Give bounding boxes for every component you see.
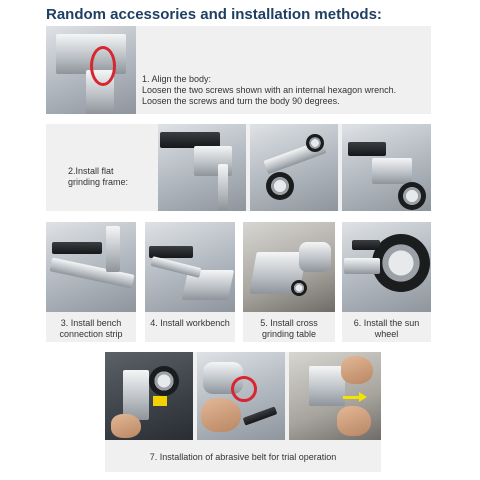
step-5-caption bbox=[243, 318, 335, 340]
step-2-photo-3 bbox=[342, 124, 431, 211]
step-2-photo-1 bbox=[158, 124, 246, 211]
step-7-photo-1 bbox=[105, 352, 193, 440]
step-6-photo bbox=[342, 222, 431, 312]
hand bbox=[201, 398, 241, 432]
step-1-heading: 1. Align the body: bbox=[142, 74, 212, 84]
step-7-heading: 7. Installation of abrasive belt for trial operation bbox=[149, 452, 337, 462]
belt bbox=[243, 406, 278, 425]
hand bbox=[111, 414, 141, 438]
step-1-photo bbox=[46, 26, 136, 114]
strip bbox=[151, 256, 202, 278]
step-3-heading: 3. Install bench bbox=[60, 318, 122, 328]
knob bbox=[291, 280, 307, 296]
frame-rod bbox=[218, 164, 228, 210]
step-7-photo-2 bbox=[197, 352, 285, 440]
wheel bbox=[398, 182, 426, 210]
direction-arrowhead bbox=[359, 392, 367, 402]
step-2-caption bbox=[68, 166, 158, 188]
step-5-photo bbox=[243, 222, 335, 312]
sun-wheel bbox=[372, 234, 430, 292]
roller bbox=[266, 172, 294, 200]
hand bbox=[337, 406, 371, 436]
highlight-ring bbox=[231, 376, 257, 402]
step-3-caption bbox=[46, 318, 136, 340]
frame-block bbox=[372, 158, 412, 184]
step-4-caption bbox=[145, 318, 235, 329]
step-4-heading: 4. Install workbench bbox=[150, 318, 230, 328]
step-1-caption bbox=[142, 74, 427, 107]
connection-strip bbox=[49, 257, 134, 288]
step-2-photo-2 bbox=[250, 124, 338, 211]
step-2-heading: 2.Install flat bbox=[68, 166, 114, 176]
highlight-ring bbox=[90, 46, 116, 86]
motor bbox=[299, 242, 331, 272]
step-2-text: grinding frame: bbox=[68, 177, 129, 187]
belt-wheel bbox=[149, 366, 179, 396]
belt-assembly bbox=[309, 366, 345, 406]
step-3-photo bbox=[46, 222, 136, 312]
step-5-text: grinding table bbox=[261, 329, 317, 339]
roller-small bbox=[306, 134, 324, 152]
step-4-photo bbox=[145, 222, 235, 312]
arm bbox=[348, 142, 386, 156]
step-7-caption bbox=[105, 452, 381, 463]
column bbox=[106, 226, 120, 272]
step-1-text-2: Loosen the screws and turn the body 90 degrees. bbox=[142, 96, 340, 106]
warning-label bbox=[153, 396, 167, 406]
hand bbox=[341, 356, 373, 384]
step-5-heading: 5. Install cross bbox=[260, 318, 318, 328]
page-title: Random accessories and installation methods: bbox=[46, 6, 382, 23]
shaft-block bbox=[344, 258, 380, 274]
step-6-text: wheel bbox=[374, 329, 399, 339]
step-1-text-1: Loosen the two screws shown with an internal hexagon wrench. bbox=[142, 85, 397, 95]
arm bbox=[352, 240, 380, 250]
direction-arrow bbox=[343, 396, 359, 399]
step-6-heading: 6. Install the sun bbox=[353, 318, 420, 328]
belt-frame bbox=[123, 370, 149, 420]
step-7-photo-3 bbox=[289, 352, 381, 440]
step-6-caption bbox=[342, 318, 431, 340]
step-3-text: connection strip bbox=[59, 329, 123, 339]
arm bbox=[52, 242, 102, 254]
